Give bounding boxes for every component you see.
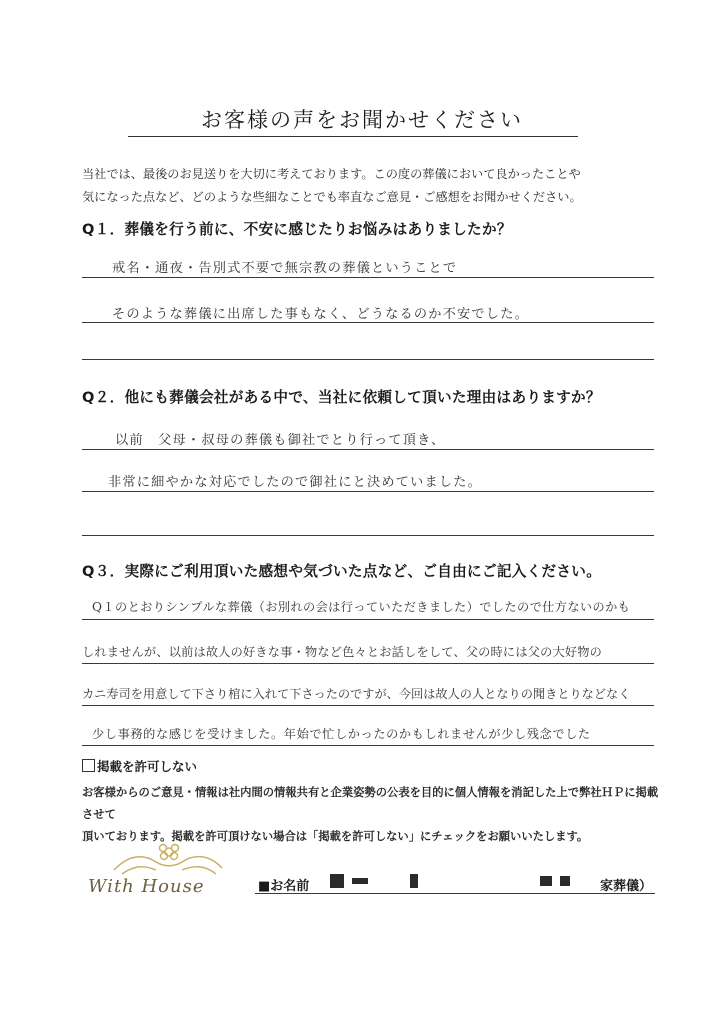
consent-checkbox-row[interactable] <box>82 757 197 775</box>
answer-1-line-2: そのような葬儀に出席した事もなく、どうなるのか不安でした。 <box>112 307 529 322</box>
answer-3-rule-2 <box>82 663 654 664</box>
question-2-label: Q２．他にも葬儀会社がある中で、当社に依頼して頂いた理由はありますか？ <box>82 389 601 406</box>
title-underline <box>128 136 578 137</box>
answer-3-line-1: Q１のとおりシンプルな葬儀（お別れの会は行っていただきました）でしたので仕方ないのかも <box>92 600 631 614</box>
intro-line-2: 気になった点など、どのような些細なことでも率直なご意見・ご感想をお聞かせください。 <box>82 190 582 204</box>
redaction-block <box>540 876 552 886</box>
answer-1-line-1: 戒名・通夜・告別式不要で無宗教の葬儀ということで <box>112 261 458 276</box>
answer-1-rule-2 <box>82 322 654 323</box>
answer-1-rule-3 <box>82 359 654 360</box>
question-3-label: Q３．実際にご利用頂いた感想や気づいた点など、ご自由にご記入ください。 <box>82 563 602 580</box>
answer-2-rule-3 <box>82 535 654 536</box>
consent-notice <box>82 782 662 848</box>
name-suffix: 家葬儀） <box>600 879 653 894</box>
answer-2-rule-1 <box>82 449 654 450</box>
redaction-block <box>330 874 344 888</box>
consent-checkbox-label: 掲載を許可しない <box>97 759 198 774</box>
consent-notice-line-2: 頂いております。掲載を許可頂けない場合は「掲載を許可しない」にチェックをお願いいたします。 <box>82 830 589 843</box>
logo-text: With House <box>88 876 205 897</box>
intro-text <box>82 163 672 209</box>
flower-icon <box>114 845 222 875</box>
answer-3-rule-1 <box>82 619 654 620</box>
name-label: ■お名前 <box>258 879 310 894</box>
answer-3-line-3: カニ寿司を用意して下さり棺に入れて下さったのですが、今回は故人の人となりの聞きとりなどなく <box>82 687 631 701</box>
answer-2-line-1: 以前 父母・叔母の葬儀も御社でとり行って頂き、 <box>115 433 446 448</box>
consent-checkbox[interactable] <box>82 759 95 772</box>
answer-3-rule-4 <box>82 745 654 746</box>
answer-2-line-2: 非常に細やかな対応でしたので御社にと決めていました。 <box>108 475 483 490</box>
name-underline <box>255 893 655 894</box>
redaction-block <box>560 876 570 886</box>
answer-3-rule-3 <box>82 705 654 706</box>
answer-2-rule-2 <box>82 491 654 492</box>
answer-3-line-2: しれませんが、以前は故人の好きな事・物など色々とお話しをして、父の時には父の大好物の <box>82 645 603 659</box>
page-title: お客様の声をお聞かせください <box>201 108 523 132</box>
redaction-block <box>410 874 418 888</box>
intro-line-1: 当社では、最後のお見送りを大切に考えております。この度の葬儀において良かったことや <box>82 167 581 181</box>
question-1-label: Q１．葬儀を行う前に、不安に感じたりお悩みはありましたか？ <box>82 221 512 238</box>
answer-3-line-4: 少し事務的な感じを受けました。年始で忙しかったのかもしれませんが少し残念でした <box>92 727 591 741</box>
answer-1-rule-1 <box>82 277 654 278</box>
redaction-block <box>352 878 368 884</box>
consent-notice-line-1: お客様からのご意見・情報は社内間の情報共有と企業姿勢の公表を目的に個人情報を消記した上で弊社ＨＰに掲載させて <box>82 786 659 821</box>
